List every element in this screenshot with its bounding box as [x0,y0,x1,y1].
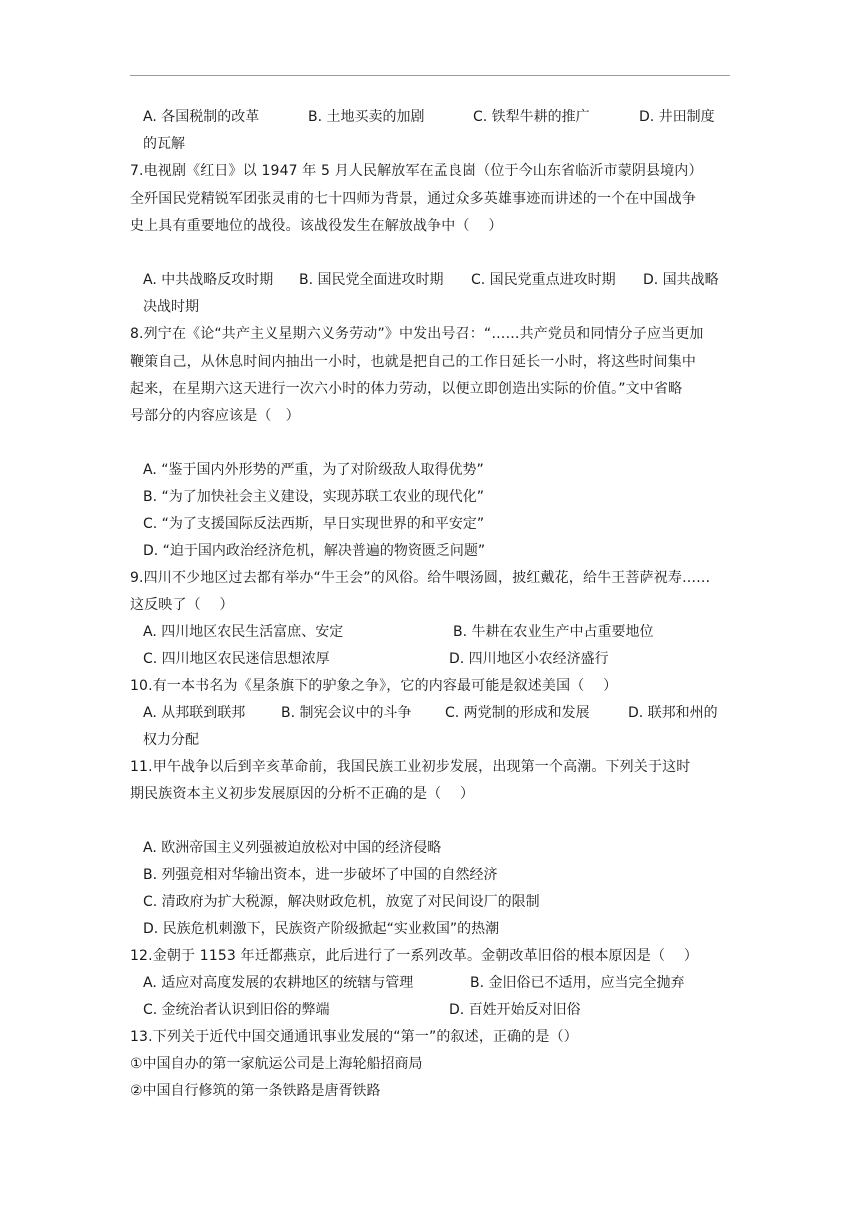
q10-option-a[interactable]: A. 从邦联到联邦 [143,705,246,721]
q8-stem-line-2: 鞭策自己，从休息时间内抽出一小时，也就是把自己的工作日延长一小时，将这些时间集中 [130,354,696,370]
q11-stem-line-1: 11.甲午战争以后到辛亥革命前，我国民族工业初步发展，出现第一个高潮。下列关于这时 [130,759,691,775]
q12-option-c[interactable]: C. 金统治者认识到旧俗的弊端 [143,1002,330,1018]
q12-option-d[interactable]: D. 百姓开始反对旧俗 [449,1002,581,1018]
q7-stem-line-1: 7.电视剧《红日》以 1947 年 5 月人民解放军在孟良崮（位于今山东省临沂市蒙阴县境内） [130,163,703,179]
q10-options-row [143,699,753,727]
q10-option-b[interactable]: B. 制宪会议中的斗争 [281,705,412,721]
q11-option-c[interactable]: C. 清政府为扩大税源，解决财政危机，放宽了对民间设厂的限制 [143,894,540,910]
q8-option-a[interactable]: A. “鉴于国内外形势的严重，为了对阶级敌人取得优势” [143,462,484,478]
q8-option-d[interactable]: D. “迫于国内政治经济危机，解决普遍的物资匮乏问题” [143,543,486,559]
q8-option-b[interactable]: B. “为了加快社会主义建设，实现苏联工农业的现代化” [143,489,485,505]
q10-option-d[interactable]: D. 联邦和州的 [628,705,718,721]
q12-options-row-1 [143,969,753,997]
q7-option-b[interactable]: B. 国民党全面进攻时期 [299,272,444,288]
q9-options-row-2 [143,645,753,673]
q13-statement-2: ②中国自行修筑的第一条铁路是唐胥铁路 [130,1083,381,1099]
q6-option-c[interactable]: C. 铁犁牛耕的推广 [473,109,590,125]
q11-option-d[interactable]: D. 民族危机刺激下，民族资产阶级掀起“实业救国”的热潮 [143,921,500,937]
q10-option-d-continued: 权力分配 [143,732,199,748]
q9-stem-line-1: 9.四川不少地区过去都有举办“牛王会”的风俗。给牛喂汤圆，披红戴花，给牛王菩萨祝寿…… [130,570,711,586]
header-rule [130,75,730,76]
q12-options-row-2 [143,996,753,1024]
q8-stem-line-3: 起来，在星期六这天进行一次六小时的体力劳动，以便立即创造出实际的价值。”文中省略 [130,381,683,397]
q11-option-a[interactable]: A. 欧洲帝国主义列强被迫放松对中国的经济侵略 [143,840,442,856]
q9-option-a[interactable]: A. 四川地区农民生活富庶、安定 [143,624,344,640]
q9-option-d[interactable]: D. 四川地区小农经济盛行 [449,651,609,667]
q6-option-b[interactable]: B. 土地买卖的加剧 [308,109,425,125]
q8-stem-line-4: 号部分的内容应该是（ ） [130,408,300,424]
q9-option-c[interactable]: C. 四川地区农民迷信思想浓厚 [143,651,330,667]
q8-option-c[interactable]: C. “为了支援国际反法西斯，早日实现世界的和平安定” [143,516,485,532]
q13-statement-1: ①中国自办的第一家航运公司是上海轮船招商局 [130,1056,423,1072]
q12-option-b[interactable]: B. 金旧俗已不适用，应当完全抛弃 [470,975,685,991]
q12-option-a[interactable]: A. 适应对高度发展的农耕地区的统辖与管理 [143,975,414,991]
q7-stem-line-2: 全歼国民党精锐军团张灵甫的七十四师为背景，通过众多英雄事迹而讲述的一个在中国战争 [130,191,696,207]
q7-stem-line-3: 史上具有重要地位的战役。该战役发生在解放战争中（ ） [130,218,503,234]
q9-options-row-1 [143,618,753,646]
q10-option-c[interactable]: C. 两党制的形成和发展 [445,705,590,721]
q7-option-d[interactable]: D. 国共战略 [643,272,719,288]
q9-stem-line-2: 这反映了（ ） [130,597,234,613]
q6-options-row [143,103,753,131]
q8-stem-line-1: 8.列宁在《论“共产主义星期六义务劳动”》中发出号召：“……共产党员和同情分子应当更加 [130,326,704,342]
q11-stem-line-2: 期民族资本主义初步发展原因的分析不正确的是（ ） [130,786,475,802]
q10-stem-line-1: 10.有一本书名为《星条旗下的驴象之争》，它的内容最可能是叙述美国（ ） [130,678,618,694]
q6-option-d[interactable]: D. 井田制度 [639,109,715,125]
q7-options-row [143,266,753,294]
q6-option-a[interactable]: A. 各国税制的改革 [143,109,260,125]
q7-option-a[interactable]: A. 中共战略反攻时期 [143,272,274,288]
q11-option-b[interactable]: B. 列强竞相对华输出资本，进一步破坏了中国的自然经济 [143,867,498,883]
q9-option-b[interactable]: B. 牛耕在农业生产中占重要地位 [453,624,654,640]
q6-option-d-continued: 的瓦解 [143,136,185,152]
q7-option-c[interactable]: C. 国民党重点进攻时期 [471,272,616,288]
q7-option-d-continued: 决战时期 [143,299,199,315]
q12-stem-line-1: 12.金朝于 1153 年迁都燕京，此后进行了一系列改革。金朝改革旧俗的根本原因是（ ） [130,948,698,964]
q13-stem-line-1: 13.下列关于近代中国交通通讯事业发展的“第一”的叙述，正确的是（） [130,1029,578,1045]
